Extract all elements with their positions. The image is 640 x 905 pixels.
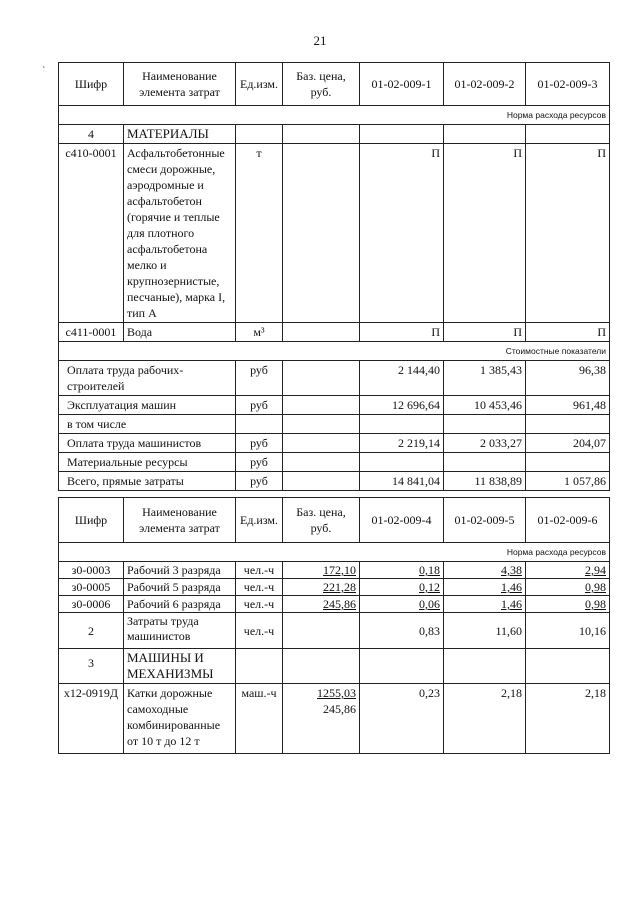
cost-col-1: 14 841,04 (360, 472, 444, 491)
section-title: МАТЕРИАЛЫ (124, 125, 236, 144)
table-row (59, 144, 610, 323)
row-col-2: П (444, 323, 526, 342)
operators-col-6: 10,16 (526, 613, 610, 649)
row-col-4: 0,18 (360, 562, 444, 579)
header-col-5: 01-02-009-5 (444, 498, 526, 543)
cost-unit (236, 415, 283, 434)
header-unit: Ед.изм. (236, 498, 283, 543)
machine-col-5: 2,18 (444, 684, 526, 754)
row-name: Вода (124, 323, 236, 342)
operators-number: 2 (59, 613, 124, 649)
cost-col-3 (526, 415, 610, 434)
section-number: 4 (59, 125, 124, 144)
worker-row (59, 579, 610, 596)
table1-header-row (59, 63, 610, 106)
resource-table-1 (58, 62, 610, 491)
cost-row (59, 396, 610, 415)
cost-row (59, 361, 610, 396)
machines-section-number: 3 (59, 649, 124, 684)
row-code: з0-0003 (59, 562, 124, 579)
cost-col-1 (360, 453, 444, 472)
cost-col-2: 11 838,89 (444, 472, 526, 491)
row-col-5: 1,46 (444, 579, 526, 596)
cost-col-1: 12 696,64 (360, 396, 444, 415)
stray-mark: ` (42, 66, 46, 77)
band-norm-label: Норма расхода ресурсов (59, 106, 610, 125)
row-unit: чел.-ч (236, 596, 283, 613)
row-unit: чел.-ч (236, 562, 283, 579)
row-price (283, 323, 360, 342)
row-code: с410-0001 (59, 144, 124, 323)
row-price: 172,10 (283, 562, 360, 579)
worker-row (59, 596, 610, 613)
cost-col-3: 1 057,86 (526, 472, 610, 491)
cost-col-1: 2 144,40 (360, 361, 444, 396)
cost-name: в том числе (59, 415, 236, 434)
row-col-1: П (360, 144, 444, 323)
row-col-3: П (526, 323, 610, 342)
row-code: с411-0001 (59, 323, 124, 342)
cost-col-2 (444, 453, 526, 472)
machine-row (59, 684, 610, 754)
machine-code: х12-0919Д (59, 684, 124, 754)
table2-header-row (59, 498, 610, 543)
cost-unit: руб (236, 434, 283, 453)
resource-table-2 (58, 497, 610, 754)
row-name: Рабочий 5 разряда (124, 579, 236, 596)
machine-price (283, 684, 360, 754)
operators-unit: чел.-ч (236, 613, 283, 649)
cost-col-2: 10 453,46 (444, 396, 526, 415)
row-col-3: П (526, 144, 610, 323)
cost-name: Эксплуатация машин (59, 396, 236, 415)
cost-col-2: 2 033,27 (444, 434, 526, 453)
band-norm-label: Норма расхода ресурсов (59, 543, 610, 562)
cost-unit: руб (236, 396, 283, 415)
row-col-5: 4,38 (444, 562, 526, 579)
operators-col-4: 0,83 (360, 613, 444, 649)
machine-col-6: 2,18 (526, 684, 610, 754)
machine-price-secondary: 245,86 (323, 702, 356, 716)
cost-col-1: 2 219,14 (360, 434, 444, 453)
cost-col-3: 204,07 (526, 434, 610, 453)
machine-name: Катки дорожные самоходные комбинированные от 10 т до 12 т (124, 684, 236, 754)
cost-row (59, 415, 610, 434)
header-code: Шифр (59, 498, 124, 543)
cost-unit: руб (236, 361, 283, 396)
cost-col-3 (526, 453, 610, 472)
cost-name: Материальные ресурсы (59, 453, 236, 472)
header-col-4: 01-02-009-4 (360, 498, 444, 543)
operators-col-5: 11,60 (444, 613, 526, 649)
machines-section-title: МАШИНЫ И МЕХАНИЗМЫ (124, 649, 236, 684)
row-price: 245,86 (283, 596, 360, 613)
worker-row (59, 562, 610, 579)
row-col-6: 2,94 (526, 562, 610, 579)
cost-row (59, 453, 610, 472)
cost-unit: руб (236, 453, 283, 472)
header-code: Шифр (59, 63, 124, 106)
row-col-4: 0,12 (360, 579, 444, 596)
band-cost (59, 342, 610, 361)
machine-price-main: 1255,03 (317, 686, 356, 700)
cost-name: Всего, прямые затраты (59, 472, 236, 491)
cost-name: Оплата труда машинистов (59, 434, 236, 453)
header-col-6: 01-02-009-6 (526, 498, 610, 543)
cost-col-1 (360, 415, 444, 434)
cost-col-2: 1 385,43 (444, 361, 526, 396)
row-col-4: 0,06 (360, 596, 444, 613)
cost-row (59, 472, 610, 491)
row-col-1: П (360, 323, 444, 342)
materials-section-row (59, 125, 610, 144)
band-cost-label: Стоимостные показатели (59, 342, 610, 361)
operators-name: Затраты труда машинистов (124, 613, 236, 649)
row-unit: чел.-ч (236, 579, 283, 596)
cost-col-3: 96,38 (526, 361, 610, 396)
cost-name: Оплата труда рабочих-строителей (59, 361, 236, 396)
header-col-2: 01-02-009-2 (444, 63, 526, 106)
header-col-3: 01-02-009-3 (526, 63, 610, 106)
row-price (283, 144, 360, 323)
row-col-6: 0,98 (526, 596, 610, 613)
header-price: Баз. цена, руб. (283, 63, 360, 106)
machines-section-row (59, 649, 610, 684)
row-unit: м³ (236, 323, 283, 342)
cost-row (59, 434, 610, 453)
header-name: Наименование элемента затрат (124, 498, 236, 543)
row-col-5: 1,46 (444, 596, 526, 613)
row-price: 221,28 (283, 579, 360, 596)
header-name: Наименование элемента затрат (124, 63, 236, 106)
row-col-6: 0,98 (526, 579, 610, 596)
header-unit: Ед.изм. (236, 63, 283, 106)
cost-col-2 (444, 415, 526, 434)
row-code: з0-0005 (59, 579, 124, 596)
table-row (59, 323, 610, 342)
operators-row (59, 613, 610, 649)
header-col-1: 01-02-009-1 (360, 63, 444, 106)
cost-unit: руб (236, 472, 283, 491)
row-code: з0-0006 (59, 596, 124, 613)
row-unit: т (236, 144, 283, 323)
page-number: 21 (313, 33, 327, 48)
band-norm (59, 106, 610, 125)
machine-unit: маш.-ч (236, 684, 283, 754)
machine-col-4: 0,23 (360, 684, 444, 754)
header-price: Баз. цена, руб. (283, 498, 360, 543)
row-col-2: П (444, 144, 526, 323)
row-name: Рабочий 6 разряда (124, 596, 236, 613)
band-norm (59, 543, 610, 562)
row-name: Рабочий 3 разряда (124, 562, 236, 579)
row-name: Асфальтобетонные смеси дорожные, аэродромные и асфальтобетон (горячие и теплые для плотного асфальтобетона мелко и крупнозернистые, песчаные), марка I, тип А (124, 144, 236, 323)
cost-col-3: 961,48 (526, 396, 610, 415)
